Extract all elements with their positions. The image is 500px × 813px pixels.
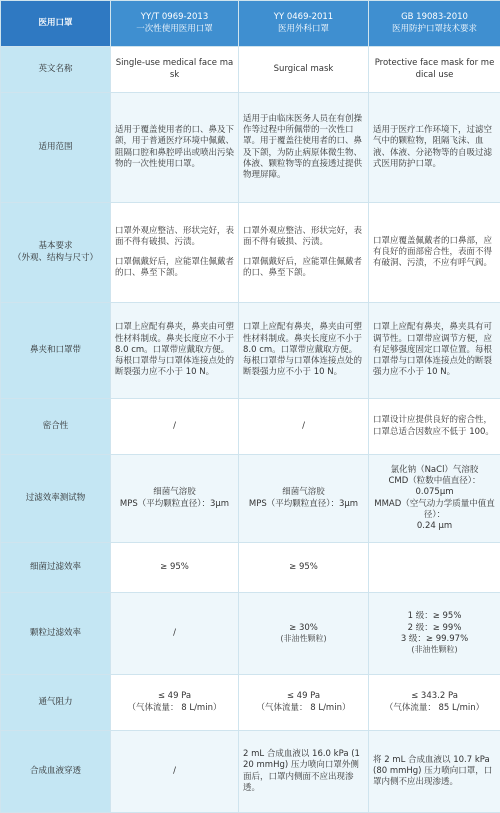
resistance-value: ≤ 343.2 Pa — [373, 691, 496, 702]
resistance-value: ≤ 49 Pa — [243, 691, 364, 702]
grade-3: 3 级：≥ 99.97% — [373, 634, 496, 645]
cell-yy0469: 口罩上应配有鼻夹，鼻夹由可塑性材料制成。鼻夹长度应不小于 8.0 cm。口罩带应戴取方便。每根口罩带与口罩体连接点处的断裂强力应不小于 10 N。 — [239, 303, 369, 399]
flow-rate: （气体流量： 8 L/min） — [115, 703, 234, 714]
row-label: 颗粒过滤效率 — [1, 593, 111, 675]
mmad-value: 0.24 μm — [373, 521, 496, 532]
cell-yyt0969: 口罩上应配有鼻夹，鼻夹由可塑性材料制成。鼻夹长度应不小于 8.0 cm。口罩带应戴取方便。每根口罩带与口罩体连接点处的断裂强力应不小于 10 N。 — [111, 303, 239, 399]
mmad-label: MMAD（空气动力学质量中值直径）： — [373, 499, 496, 521]
cell-yy0469 — [239, 455, 369, 543]
row-label — [1, 203, 111, 303]
row-label: 通气阻力 — [1, 675, 111, 731]
paragraph: 口罩佩戴好后，应能罩住佩戴者的口、鼻至下颌。 — [243, 257, 364, 279]
paragraph: 口罩外观应整洁、形状完好，表面不得有破损、污渍。 — [243, 226, 364, 248]
cell-gb19083: 口罩设计应提供良好的密合性，口罩总适合因数应不低于 100。 — [369, 399, 500, 455]
row-basic-requirements — [1, 203, 500, 303]
resistance-value: ≤ 49 Pa — [115, 691, 234, 702]
standard-name: 医用防护口罩技术要求 — [373, 24, 496, 35]
row-test-material — [1, 455, 500, 543]
flow-rate: （气体流量： 8 L/min） — [243, 703, 364, 714]
cell-yy0469: / — [239, 399, 369, 455]
standard-name: 医用外科口罩 — [243, 24, 364, 35]
row-breathing-resistance — [1, 675, 500, 731]
efficiency-note: (非油性颗粒) — [373, 645, 496, 656]
row-blood-penetration — [1, 731, 500, 813]
cell-yy0469: 2 mL 合成血液以 16.0 kPa (120 mmHg) 压力喷向口罩外侧面后，口罩内侧面不应出现渗透。 — [239, 731, 369, 813]
header-gb19083 — [369, 1, 500, 47]
cell-yy0469: Surgical mask — [239, 47, 369, 93]
row-nose-clip-straps — [1, 303, 500, 399]
row-label: 密合性 — [1, 399, 111, 455]
test-agent: 氯化钠（NaCl）气溶胶 — [373, 465, 496, 476]
standard-code: GB 19083-2010 — [373, 12, 496, 23]
cmd-value: 0.075μm — [373, 487, 496, 498]
cell-yyt0969: / — [111, 593, 239, 675]
grade-2: 2 级：≥ 99% — [373, 623, 496, 634]
cell-gb19083: 将 2 mL 合成血液以 10.7 kPa (80 mmHg) 压力喷向口罩，口罩内侧不应出现渗透。 — [369, 731, 500, 813]
cell-yyt0969 — [111, 455, 239, 543]
row-particle-filtration — [1, 593, 500, 675]
standard-code: YY 0469-2011 — [243, 12, 364, 23]
cell-yyt0969 — [111, 675, 239, 731]
row-label-sub: （外观、结构与尺寸） — [5, 253, 106, 264]
row-fit — [1, 399, 500, 455]
row-label: 合成血液穿透 — [1, 731, 111, 813]
flow-rate: （气体流量： 85 L/min） — [373, 703, 496, 714]
efficiency-value: ≥ 30% — [243, 623, 364, 634]
cell-gb19083: 适用于医疗工作环境下，过滤空气中的颗粒物，阻隔飞沫、血液、体液、分泌物等的自吸过滤式医用防护口罩。 — [369, 93, 500, 203]
cell-gb19083 — [369, 593, 500, 675]
cell-yy0469: ≥ 95% — [239, 543, 369, 593]
cell-yyt0969: / — [111, 399, 239, 455]
test-agent: 细菌气溶胶 — [115, 487, 234, 498]
grade-1: 1 级：≥ 95% — [373, 611, 496, 622]
header-row — [1, 1, 500, 47]
cell-yy0469: 适用于由临床医务人员在有创操作等过程中所佩带的一次性口罩。用于覆盖往使用者的口、鼻及下颌，为防止病原体微生物、体液、颗粒物等的直接透过提供物理屏障。 — [239, 93, 369, 203]
header-yy0469 — [239, 1, 369, 47]
cell-yy0469 — [239, 203, 369, 303]
paragraph: 口罩佩戴好后，应能罩住佩戴者的口、鼻至下颌。 — [115, 257, 234, 279]
test-agent: 细菌气溶胶 — [243, 487, 364, 498]
header-yyt0969 — [111, 1, 239, 47]
cell-gb19083 — [369, 455, 500, 543]
row-english-name — [1, 47, 500, 93]
standard-code: YY/T 0969-2013 — [115, 12, 234, 23]
standard-name: 一次性使用医用口罩 — [115, 24, 234, 35]
row-label: 适用范围 — [1, 93, 111, 203]
header-corner: 医用口罩 — [1, 1, 111, 47]
cell-gb19083: 口罩上应配有鼻夹，鼻夹具有可调节性。口罩带应调节方便，应有足够强度固定口罩位置。每根口罩带与口罩体连接点处的断裂强力应不小于 10 N。 — [369, 303, 500, 399]
cell-yy0469 — [239, 593, 369, 675]
cell-gb19083 — [369, 675, 500, 731]
row-scope — [1, 93, 500, 203]
cell-gb19083: Protective face mask for medical use — [369, 47, 500, 93]
row-label: 细菌过滤效率 — [1, 543, 111, 593]
cell-yyt0969: ≥ 95% — [111, 543, 239, 593]
particle-size: MPS（平均颗粒直径）：3μm — [115, 499, 234, 510]
cell-yyt0969: 适用于覆盖使用者的口、鼻及下颌，用于普通医疗环境中佩戴、阻隔口腔和鼻腔呼出或喷出污染物的一次性使用口罩。 — [111, 93, 239, 203]
cell-gb19083 — [369, 543, 500, 593]
row-label: 鼻夹和口罩带 — [1, 303, 111, 399]
row-label-main: 基本要求 — [5, 241, 106, 252]
cell-gb19083: 口罩应覆盖佩戴者的口鼻部，应有良好的面部密合性，表面不得有破洞、污渍，不应有呼气阀。 — [369, 203, 500, 303]
cell-yyt0969: Single-use medical face mask — [111, 47, 239, 93]
efficiency-note: (非油性颗粒) — [243, 634, 364, 645]
row-bacterial-filtration — [1, 543, 500, 593]
cell-yyt0969: / — [111, 731, 239, 813]
cell-yyt0969 — [111, 203, 239, 303]
cmd-label: CMD（粒数中值直径）： — [373, 476, 496, 487]
paragraph: 口罩外观应整洁、形状完好，表面不得有破损、污渍。 — [115, 226, 234, 248]
cell-yy0469 — [239, 675, 369, 731]
particle-size: MPS（平均颗粒直径）：3μm — [243, 499, 364, 510]
row-label: 英文名称 — [1, 47, 111, 93]
row-label: 过滤效率测试物 — [1, 455, 111, 543]
